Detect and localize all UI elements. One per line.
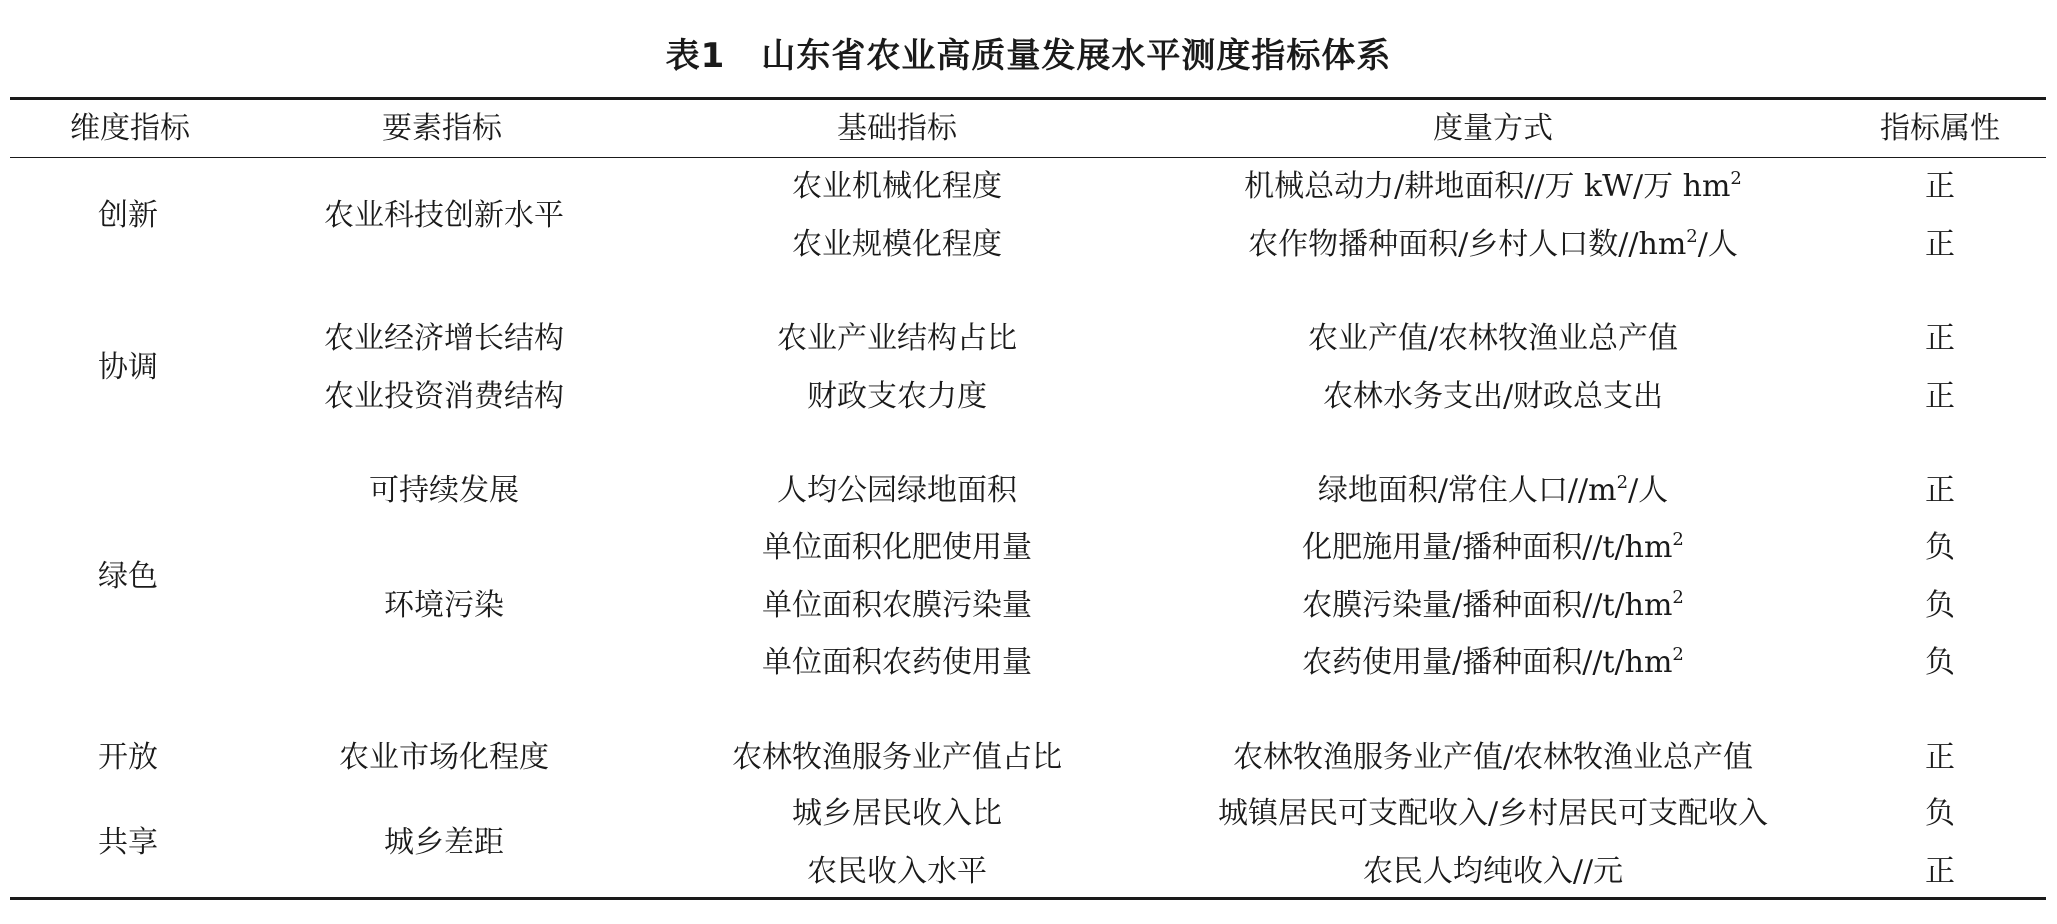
factor-cell: 可持续发展 [369,473,519,508]
attribute-cell: 正 [1925,740,1955,775]
basic-indicator-cell: 农业机械化程度 [792,169,1002,204]
measure-cell: 农膜污染量/播种面积$//t/hm^2$ [1302,587,1684,623]
factor-cell: 农业投资消费结构 [324,379,564,414]
factor-cell: 环境污染 [384,588,504,623]
factor-cell: 农业市场化程度 [339,740,549,775]
dimension-cell: 共享 [98,825,158,860]
basic-indicator-cell: 人均公园绿地面积 [777,473,1017,508]
basic-indicator-cell: 农民收入水平 [807,854,987,889]
measure-cell: 农药使用量/播种面积$//t/hm^2$ [1302,644,1684,680]
measure-cell: 机械总动力/耕地面积//万 kW/万 $hm^2$ [1244,168,1742,204]
attribute-cell: 负 [1925,645,1955,680]
top-rule [10,97,2046,100]
measure-cell: 绿地面积/常住人口$//m^2/$人 [1317,472,1669,508]
attribute-cell: 正 [1925,379,1955,414]
attribute-cell: 正 [1925,169,1955,204]
attribute-cell: 正 [1925,473,1955,508]
header-factor: 要素指标 [382,111,502,146]
table-caption [0,28,2057,77]
basic-indicator-cell: 单位面积农膜污染量 [762,588,1032,623]
measure-cell: 农林牧渔服务业产值/农林牧渔业总产值 [1232,740,1754,775]
measure-cell: 农林水务支出/财政总支出 [1322,379,1664,414]
measure-cell: 农作物播种面积/乡村人口数$//hm^2/$人 [1248,226,1738,262]
basic-indicator-cell: 财政支农力度 [807,379,987,414]
measure-cell: 城镇居民可支配收入/乡村居民可支配收入 [1217,796,1769,831]
attribute-cell: 正 [1925,321,1955,356]
header-rule [10,157,2046,158]
attribute-cell: 负 [1925,530,1955,565]
basic-indicator-cell: 单位面积农药使用量 [762,645,1032,680]
table-title: 山东省农业高质量发展水平测度指标体系 [761,36,1392,76]
basic-indicator-cell: 农业产业结构占比 [777,321,1017,356]
dimension-cell: 协调 [98,350,158,385]
attribute-cell: 正 [1925,227,1955,262]
dimension-cell: 创新 [98,198,158,233]
attribute-cell: 负 [1925,588,1955,623]
attribute-cell: 正 [1925,854,1955,889]
basic-indicator-cell: 单位面积化肥使用量 [762,530,1032,565]
attribute-cell: 负 [1925,796,1955,831]
basic-indicator-cell: 农业规模化程度 [792,227,1002,262]
basic-indicator-cell: 城乡居民收入比 [792,796,1002,831]
dimension-cell: 开放 [98,740,158,775]
basic-indicator-cell: 农林牧渔服务业产值占比 [732,740,1062,775]
table-number: 表1 [665,36,726,76]
header-attribute: 指标属性 [1880,111,2000,146]
factor-cell: 城乡差距 [384,825,504,860]
dimension-cell: 绿色 [98,559,158,594]
factor-cell: 农业科技创新水平 [324,198,564,233]
header-basic: 基础指标 [837,111,957,146]
measure-cell: 化肥施用量/播种面积$//t/hm^2$ [1302,529,1684,565]
header-measure: 度量方式 [1433,111,1553,146]
bottom-rule [10,897,2046,900]
header-dimension: 维度指标 [70,111,190,146]
factor-cell: 农业经济增长结构 [324,321,564,356]
measure-cell: 农民人均纯收入//元 [1362,854,1624,889]
measure-cell: 农业产值/农林牧渔业总产值 [1307,321,1679,356]
